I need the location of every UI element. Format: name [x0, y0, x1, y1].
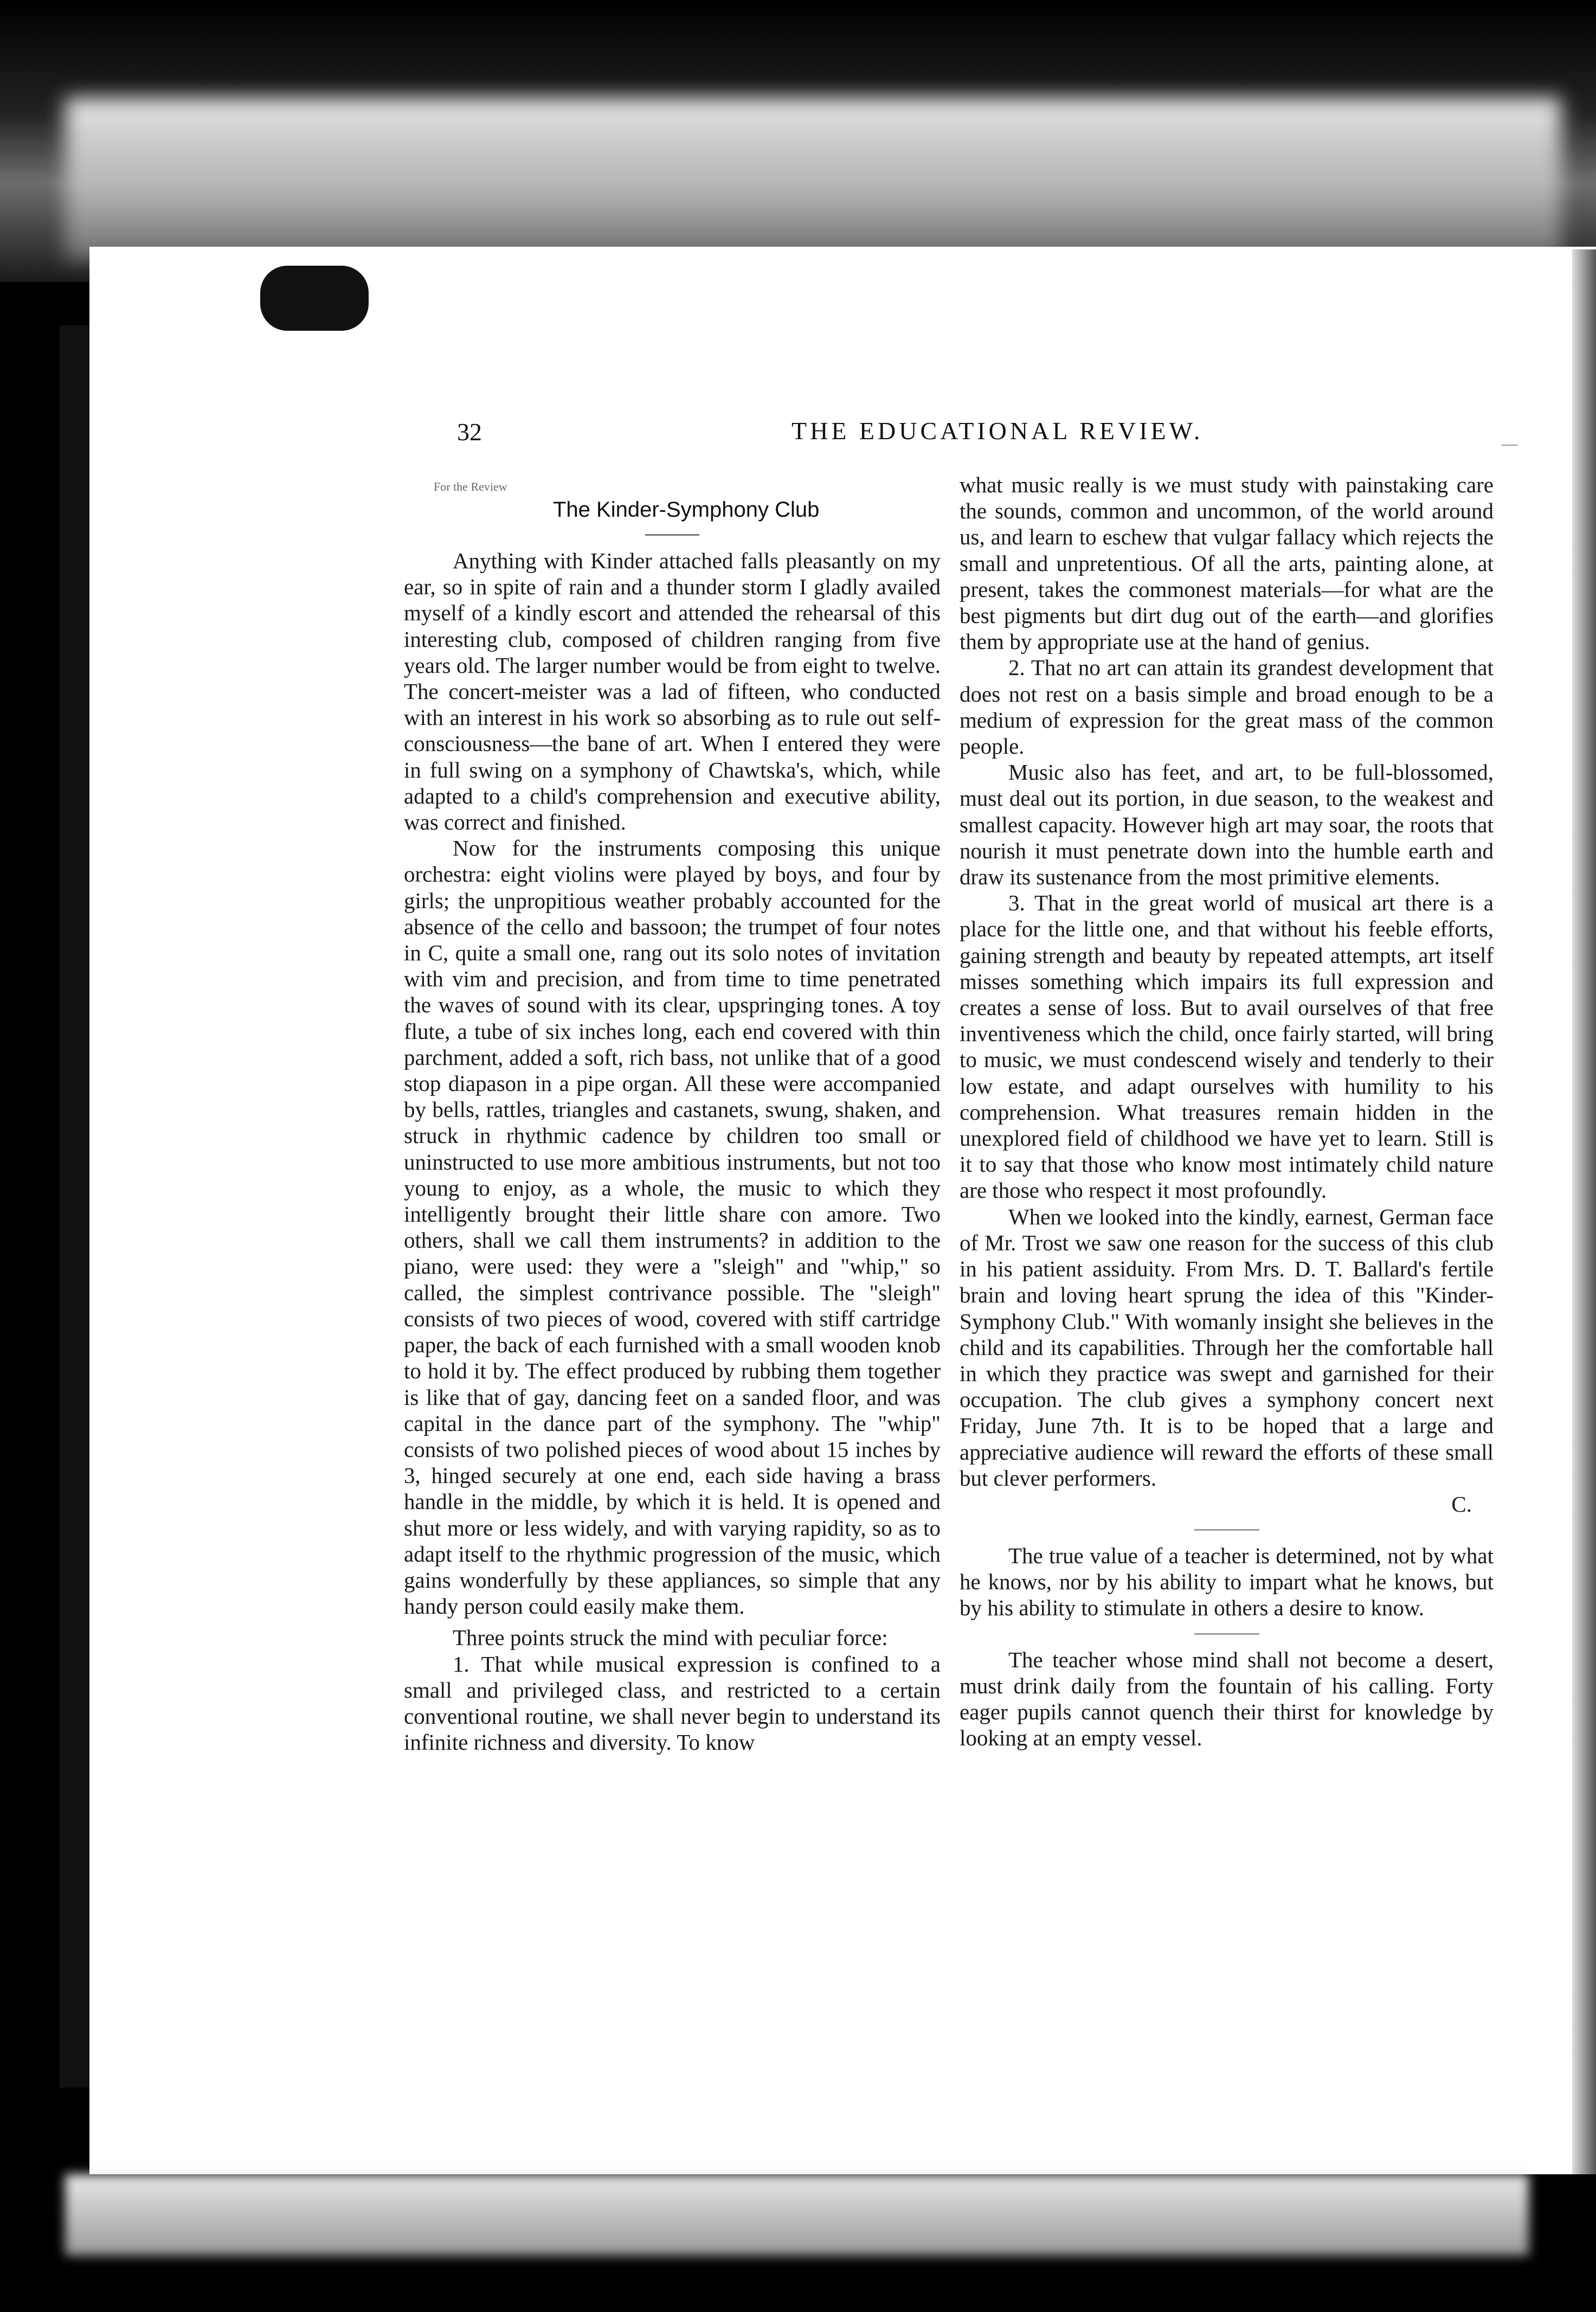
paragraph: When we looked into the kindly, earnest, German face of Mr. Trost we saw one reason for the success of this club in his patient assiduity. From Mrs. D. T. Ballard's fertile brain and loving heart sprung the idea of this "Kinder-Symphony Club." With womanly insight she believes in the child and its capabilities. Through her the comfortable hall in which they practice was swept and garnished for their occupation. The club gives a symphony concert next Friday, June 7th. It is to be hoped that a large and appreciative audience will reward the efforts of these small but clever performers. — [960, 1204, 1494, 1491]
paragraph: Anything with Kinder attached falls pleasantly on my ear, so in spite of rain and a thunder storm I gladly availed myself of a kindly escort and attended the rehearsal of this interesting club, composed of children ranging from five years old. The larger number would be from eight to twelve. The concert-meister was a lad of fifteen, who conducted with an interest in his work so absorbing as to rule out self-consciousness—the bane of art. When I entered they were in full swing on a symphony of Chawtska's, which, while adapted to a child's comprehension and executive ability, was correct and finished. — [404, 548, 941, 835]
section-tag: For the Review — [434, 480, 507, 493]
separator-rule — [1194, 1529, 1259, 1531]
page-number: 32 — [457, 418, 482, 446]
paragraph: Music also has feet, and art, to be full-blossomed, must deal out its portion, in due season, to the weakest and smallest capacity. However high art may soar, the roots that nourish it must penetrate down into the humble earth and draw its sustenance from the most primitive elements. — [960, 760, 1494, 890]
paragraph: 2. That no art can attain its grandest development that does not rest on a basis simple and broad enough to be a medium of expression for the great mass of the common people. — [960, 655, 1494, 759]
signature-line — [960, 1491, 1494, 1517]
running-head: THE EDUCATIONAL REVIEW. — [791, 417, 1204, 445]
scanner-background-bottom — [65, 2174, 1529, 2256]
paragraph: 1. That while musical expression is confined to a small and privileged class, and restricted to a certain conventional routine, we shall never begin to understand its infinite richness and diversity. To know — [404, 1651, 941, 1755]
separator-rule — [1194, 1633, 1259, 1635]
filler-paragraph: The teacher whose mind shall not become a desert, must drink daily from the fountain of his calling. Forty eager pupils cannot quench their thirst for knowledge by looking at an empty vessel. — [960, 1647, 1494, 1751]
title-rule — [645, 534, 699, 536]
margin-mark — [1502, 445, 1518, 446]
signature: C. — [1451, 1491, 1472, 1517]
article-title: The Kinder-Symphony Club — [553, 498, 820, 522]
scanner-glare — [65, 98, 1561, 260]
paragraph: Three points struck the mind with peculiar force: — [453, 1625, 888, 1650]
binder-clip — [255, 260, 374, 336]
page-edge-shadow — [1572, 249, 1596, 2174]
left-column — [404, 548, 941, 1755]
filler-paragraph: The true value of a teacher is determined, not by what he knows, nor by his ability to impart what he knows, but by his ability to stimulate in others a desire to know. — [960, 1543, 1494, 1621]
page-binding-edge — [60, 325, 92, 2088]
paragraph: what music really is we must study with painstaking care the sounds, common and uncommon, of the world around us, and learn to eschew that vulgar fallacy which rejects the small and unpretentious. Of all the arts, painting alone, at present, takes the commonest materials—for what are the best pigments but dirt dug out of the earth—and glorifies them by appropriate use at the hand of genius. — [960, 472, 1494, 654]
paragraph: 3. That in the great world of musical art there is a place for the little one, and that without his feeble efforts, gaining strength and beauty by repeated attempts, art itself misses something which impairs its full expression and creates a sense of loss. But to avail ourselves of that free inventiveness which the child, once fairly started, will bring to music, we must condescend wisely and tenderly to their low estate, and adapt ourselves with humility to his comprehension. What treasures remain hidden in the unexplored field of childhood we have yet to learn. Still is it to say that those who know most intimately child nature are those who respect it most profoundly. — [960, 890, 1494, 1203]
paragraph: Now for the instruments composing this unique orchestra: eight violins were played by boys, and four by girls; the unpropitious weather probably accounted for the absence of the cello and bassoon; the trumpet of four notes in C, quite a small one, rang out its solo notes of invitation with vim and precision, and from time to time penetrated the waves of sound with its clear, upspringing tones. A toy flute, a tube of six inches long, each end covered with thin parchment, added a soft, rich bass, not unlike that of a good stop diapason in a pipe organ. All these were accompanied by bells, rattles, triangles and castanets, swung, shaken, and struck in rhythmic cadence by children too small or uninstructed to use more ambitious instruments, but not too young to enjoy, as a whole, the music to which they intelligently brought their little share con amore. Two others, shall we call them instruments? in addition to the piano, were used: they were a "sleigh" and "whip," so called, the simplest contrivance possible. The "sleigh" consists of two pieces of wood, covered with stiff cartridge paper, the back of each furnished with a small wooden knob to hold it by. The effect produced by rubbing them together is like that of gay, dancing feet on a sanded floor, and was capital in the dance part of the symphony. The "whip" consists of two polished pieces of wood about 15 inches by 3, hinged securely at one end, each side having a brass handle in the middle, by which it is held. It is opened and shut more or less widely, and with varying rapidity, so as to adapt itself to the rhythmic progression of the music, which gains wonderfully by these appliances, so simple that any handy person could easily make them. — [404, 836, 941, 1619]
right-column — [960, 472, 1494, 1751]
